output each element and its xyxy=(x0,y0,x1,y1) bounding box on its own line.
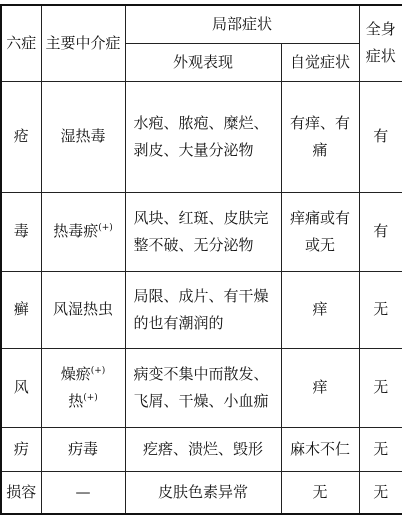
header-local-symptoms: 局部症状 xyxy=(125,5,359,43)
mediator-cell xyxy=(41,471,125,514)
systemic-cell: 无 xyxy=(359,348,402,427)
mediator-text: 湿热毒 xyxy=(60,127,106,145)
mediator-cell xyxy=(41,81,125,192)
table-row xyxy=(1,471,402,514)
mediator-text: 热毒瘀 xyxy=(53,222,99,240)
syndrome-cell: 风 xyxy=(1,348,41,427)
mediator-text-2: 热 xyxy=(68,391,84,410)
appearance-cell: 疙瘩、溃烂、毁形 xyxy=(125,427,281,471)
header-main-mediator: 主要中介症 xyxy=(41,5,125,81)
mediator-cell xyxy=(41,192,125,271)
syndrome-table-container xyxy=(0,4,402,501)
mediator-cell xyxy=(41,271,125,348)
systemic-cell: 无 xyxy=(359,471,402,514)
subjective-cell: 有痒、有痛 xyxy=(281,81,359,192)
syndrome-cell: 癣 xyxy=(1,271,41,348)
mediator-superscript-2: (+) xyxy=(83,392,98,403)
systemic-cell: 无 xyxy=(359,427,402,471)
header-systemic-symptoms: 全身症状 xyxy=(359,5,402,81)
systemic-cell: 有 xyxy=(359,192,402,271)
appearance-cell: 局限、成片、有干燥的也有潮润的 xyxy=(125,271,281,348)
appearance-cell: 水疱、脓疱、糜烂、剥皮、大量分泌物 xyxy=(125,81,281,192)
subjective-cell: 痒 xyxy=(281,271,359,348)
header-six-syndromes: 六症 xyxy=(1,5,41,81)
mediator-cell xyxy=(41,348,125,427)
appearance-cell: 病变不集中而散发、飞屑、干燥、小血痂 xyxy=(125,348,281,427)
mediator-text: 疠毒 xyxy=(67,439,98,458)
mediator-text: 燥瘀 xyxy=(60,364,91,383)
systemic-cell: 无 xyxy=(359,271,402,348)
header-subjective: 自觉症状 xyxy=(281,43,359,81)
mediator-text: 风湿热虫 xyxy=(52,300,113,318)
subjective-cell: 无 xyxy=(281,471,359,514)
mediator-text: — xyxy=(75,482,91,501)
table-row xyxy=(1,192,402,271)
systemic-cell: 有 xyxy=(359,81,402,192)
header-appearance: 外观表现 xyxy=(125,43,281,81)
syndrome-cell: 毒 xyxy=(1,192,41,271)
subjective-cell: 痒痛或有或无 xyxy=(281,192,359,271)
syndrome-table xyxy=(0,4,402,515)
table-row xyxy=(1,271,402,348)
subjective-cell: 麻木不仁 xyxy=(281,427,359,471)
subjective-cell: 痒 xyxy=(281,348,359,427)
appearance-cell: 皮肤色素异常 xyxy=(125,471,281,514)
appearance-cell: 风块、红斑、皮肤完整不破、无分泌物 xyxy=(125,192,281,271)
syndrome-cell: 损容 xyxy=(1,471,41,514)
table-row xyxy=(1,81,402,192)
mediator-superscript: (+) xyxy=(90,365,106,376)
mediator-superscript: (+) xyxy=(98,223,113,233)
syndrome-cell: 疠 xyxy=(1,427,41,471)
table-row xyxy=(1,427,402,471)
header-row-1 xyxy=(1,5,402,43)
syndrome-cell: 疮 xyxy=(1,81,41,192)
table-row xyxy=(1,348,402,427)
mediator-cell xyxy=(41,427,125,471)
